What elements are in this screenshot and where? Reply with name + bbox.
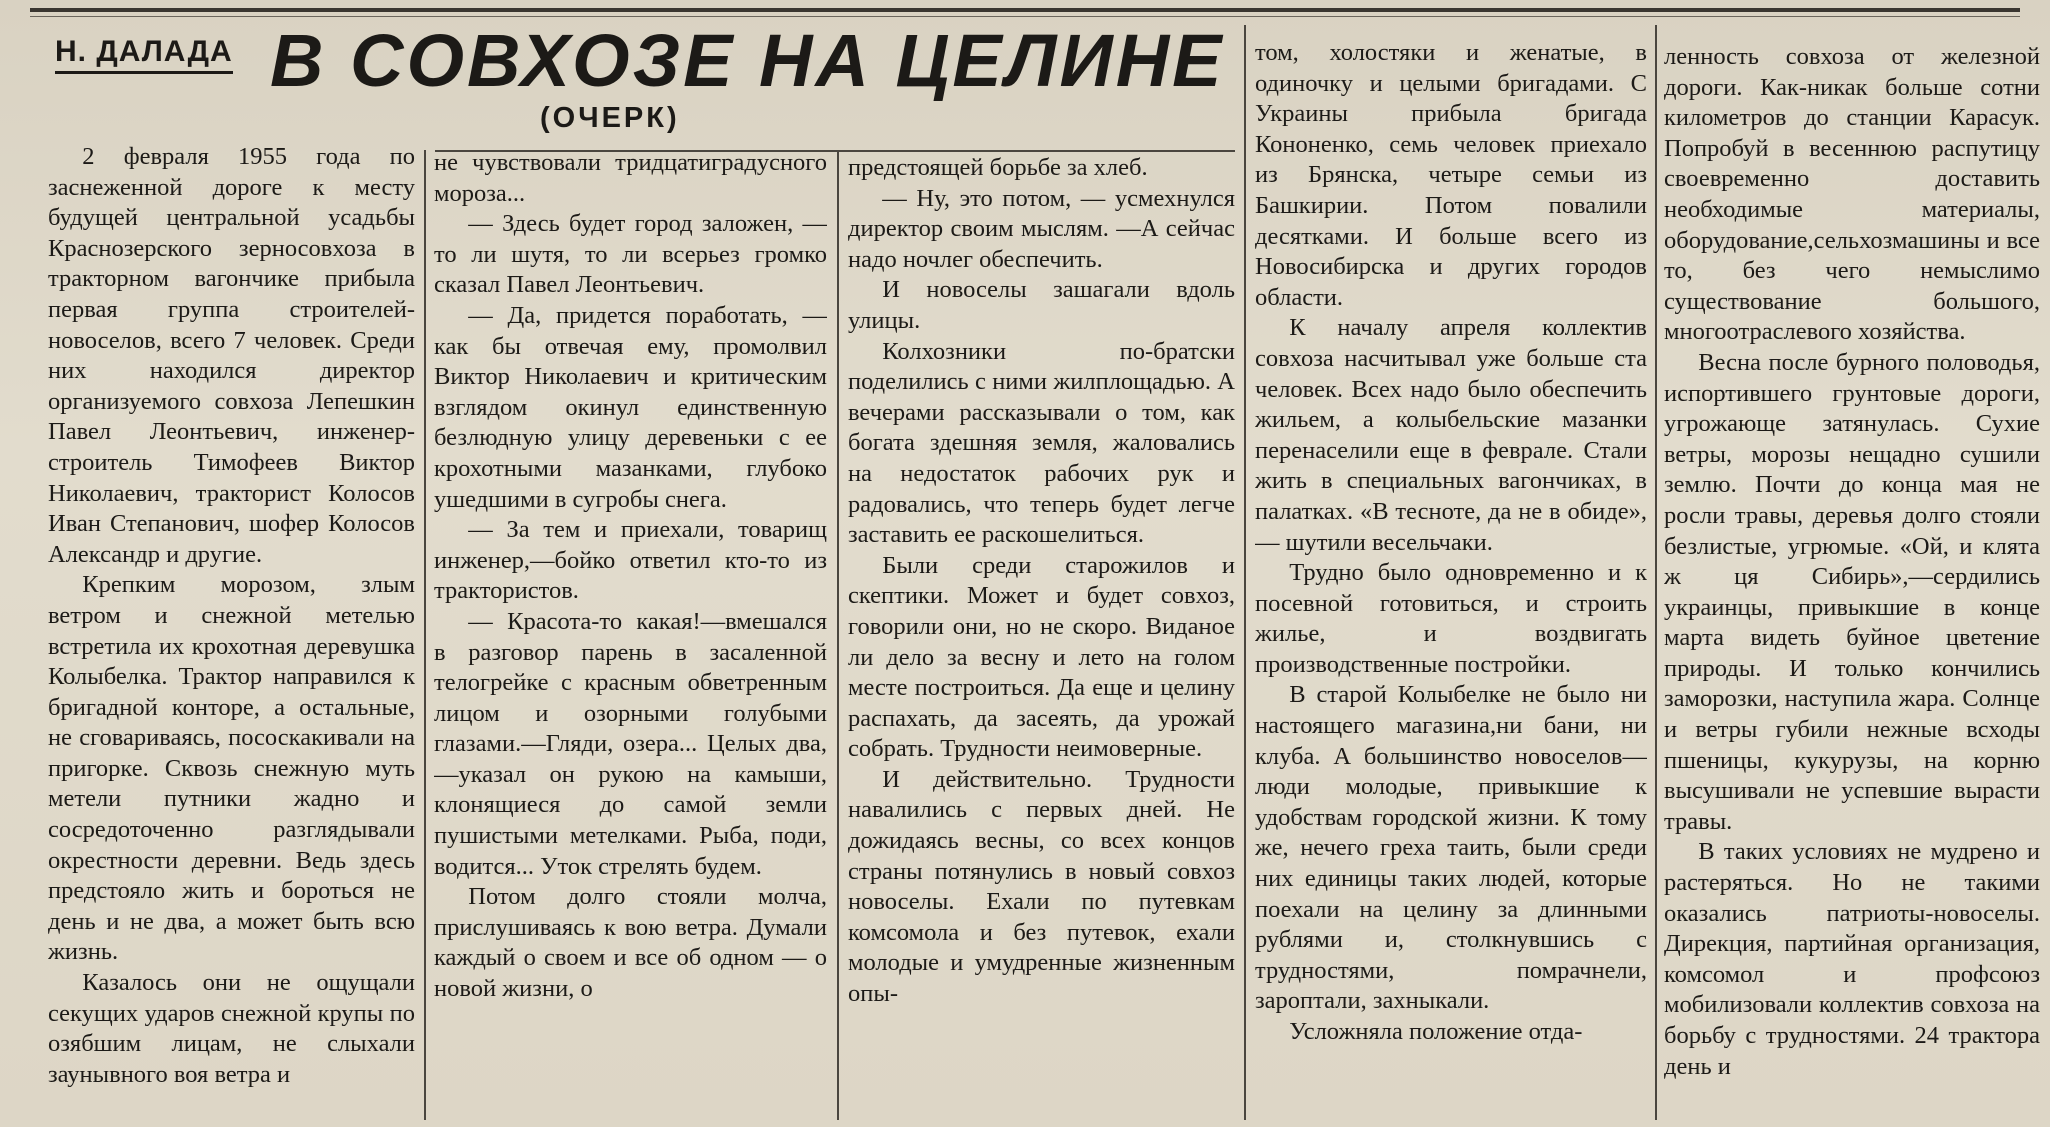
- article-column-1: [48, 142, 415, 1127]
- article-column-2: [434, 148, 827, 1127]
- column-rule: [1655, 25, 1657, 1120]
- column-rule: [1244, 25, 1246, 1120]
- paragraph: В таких условиях не мудрено и растеряться. Но не такими оказались патриоты-новоселы. Дирекция, партийная организация, комсомол и профсоюз мобилизовали коллектив совхоза на борьбу с трудностями. 24 трактора день и: [1664, 838, 2040, 1080]
- paragraph: не чувствовали тридцатиградусного мороза...: [434, 149, 827, 207]
- paragraph: Крепким морозом, злым ветром и снежной метелью встретила их крохотная деревушка Колыбелка. Трактор направился к бригадной конторе, а остальные, не сговариваясь, пососкакивали на пригорке. Сквозь снежную муть метели путники жадно и сосредоточенно разглядывали окрестности деревни. Ведь здесь предстояло жить и бороться не день и не два, а может быть всю жизнь.: [48, 571, 415, 966]
- paragraph: И новоселы зашагали вдоль улицы.: [848, 276, 1235, 334]
- paragraph: — Красота-то какая!—вмешался в разговор парень в засаленной телогрейке с красным обветренным лицом и озорными голубыми глазами.—Гляди, озера... Целых два,—указал он рукою на камыши, клонящиеся до самой земли пушистыми метелками. Рыба, поди, водится... Уток стрелять будем.: [434, 607, 827, 880]
- article-title: В СОВХОЗЕ НА ЦЕЛИНЕ: [270, 19, 1225, 102]
- paragraph: — Да, придется поработать, — как бы отвечая ему, промолвил Виктор Николаевич и критическим взглядом окинул единственную безлюдную улицу деревеньки с ее крохотными мазанками, глубоко ушедшими в сугробы снега.: [434, 301, 827, 513]
- column-rule: [837, 150, 839, 1120]
- article-subtitle: (ОЧЕРК): [540, 102, 680, 134]
- paragraph: — За тем и приехали, товарищ инженер,—бойко ответил кто-то из трактористов.: [434, 516, 827, 605]
- paragraph: Трудно было одновременно и к посевной готовиться, и строить жилье, и воздвигать производственные постройки.: [1255, 559, 1647, 678]
- paragraph: В старой Колыбелке не было ни настоящего магазина,ни бани, ни клуба. А большинство новоселов—люди молодые, привыкшие к удобствам городской жизни. К тому же, нечего греха таить, были среди них единицы таких людей, которые поехали на целину за длинными рублями и, столкнувшись с трудностями, помрачнели, зароптали, захныкали.: [1255, 681, 1647, 1015]
- paragraph: 2 февраля 1955 года по заснеженной дороге к месту будущей центральной усадьбы Краснозерского зерносовхоза в тракторном вагончике прибыла первая группа строителей-новоселов, всего 7 человек. Среди них находился директор организуемого совхоза Лепешкин Павел Леонтьевич, инженер-строитель Тимофеев Виктор Николаевич, тракторист Колосов Иван Степанович, шофер Колосов Александр и другие.: [48, 143, 415, 568]
- article-column-5: [1664, 42, 2040, 1127]
- article-author: Н. ДАЛАДА: [55, 35, 233, 74]
- paragraph: — Здесь будет город заложен, — то ли шутя, то ли всерьез громко сказал Павел Леонтьевич.: [434, 210, 827, 299]
- paragraph: Весна после бурного половодья, испортившего грунтовые дороги, угрожающе затянулась. Сухие ветры, морозы нещадно сушили землю. Почти до конца мая не росли травы, деревья долго стояли безлистые, угрюмые. «Ой, и клята ж ця Сибирь»,—сердились украинцы, привыкшие в конце марта видеть буйное цветение природы. И только кончились заморозки, наступила жара. Солнце и ветры губили нежные всходы пшеницы, кукурузы, на корню высушивали не успевшие вырасти травы.: [1664, 348, 2040, 835]
- paragraph: Были среди старожилов и скептики. Может и будет совхоз, говорили они, но не скоро. Виданое ли дело за весну и лето на голом месте построиться. Да еще и целину распахать, да засеять, да урожай собрать. Трудности неимоверные.: [848, 551, 1235, 763]
- paragraph: Колхозники по-братски поделились с ними жилплощадью. А вечерами рассказывали о том, как богата здешняя земля, жаловались на недостаток рабочих рук и радовались, что теперь будет легче заставить ее раскошелиться.: [848, 337, 1235, 549]
- paragraph: том, холостяки и женатые, в одиночку и целыми бригадами. С Украины прибыла бригада Кононенко, семь человек приехало из Брянска, четыре семьи из Башкирии. Потом повалили десятками. И больше всего из Новосибирска и других городов области.: [1255, 39, 1647, 311]
- paragraph: — Ну, это потом, — усмехнулся директор своим мыслям. —А сейчас надо ночлег обеспечить.: [848, 184, 1235, 273]
- article-column-3: [848, 153, 1235, 1127]
- top-border-rule: [30, 8, 2020, 12]
- paragraph: предстоящей борьбе за хлеб.: [848, 154, 1148, 181]
- column-rule: [424, 150, 426, 1120]
- paragraph: Потом долго стояли молча, прислушиваясь к вою ветра. Думали каждый о своем и все об одном — о новой жизни, о: [434, 883, 827, 1003]
- paragraph: Усложняла положение отда-: [1289, 1018, 1583, 1045]
- paragraph: И действительно. Трудности навалились с первых дней. Не дожидаясь весны, со всех концов страны потянулись в новый совхоз новоселы. Ехали по путевкам комсомола и без путевок, ехали молодые и умудренные жизненным опы-: [848, 765, 1235, 1008]
- paragraph: К началу апреля коллектив совхоза насчитывал уже больше ста человек. Всех надо было обеспечить жильем, а колыбельские мазанки перенаселили еще в феврале. Стали жить в специальных вагончиках, в палатках. «В тесноте, да не в обиде», — шутили весельчаки.: [1255, 314, 1647, 556]
- paragraph: Казалось они не ощущали секущих ударов снежной крупы по озябшим лицам, не слыхали заунывного воя ветра и: [48, 969, 415, 1088]
- article-column-4: [1255, 38, 1647, 1127]
- top-border-thin-rule: [30, 16, 2020, 17]
- paragraph: ленность совхоза от железной дороги. Как-никак больше сотни километров до станции Карасук. Попробуй в весеннюю распутицу своевременно доставить необходимые материалы, оборудование,сельхозмашины и все то, без чего немыслимо существование большого, многоотраслевого хозяйства.: [1664, 43, 2040, 346]
